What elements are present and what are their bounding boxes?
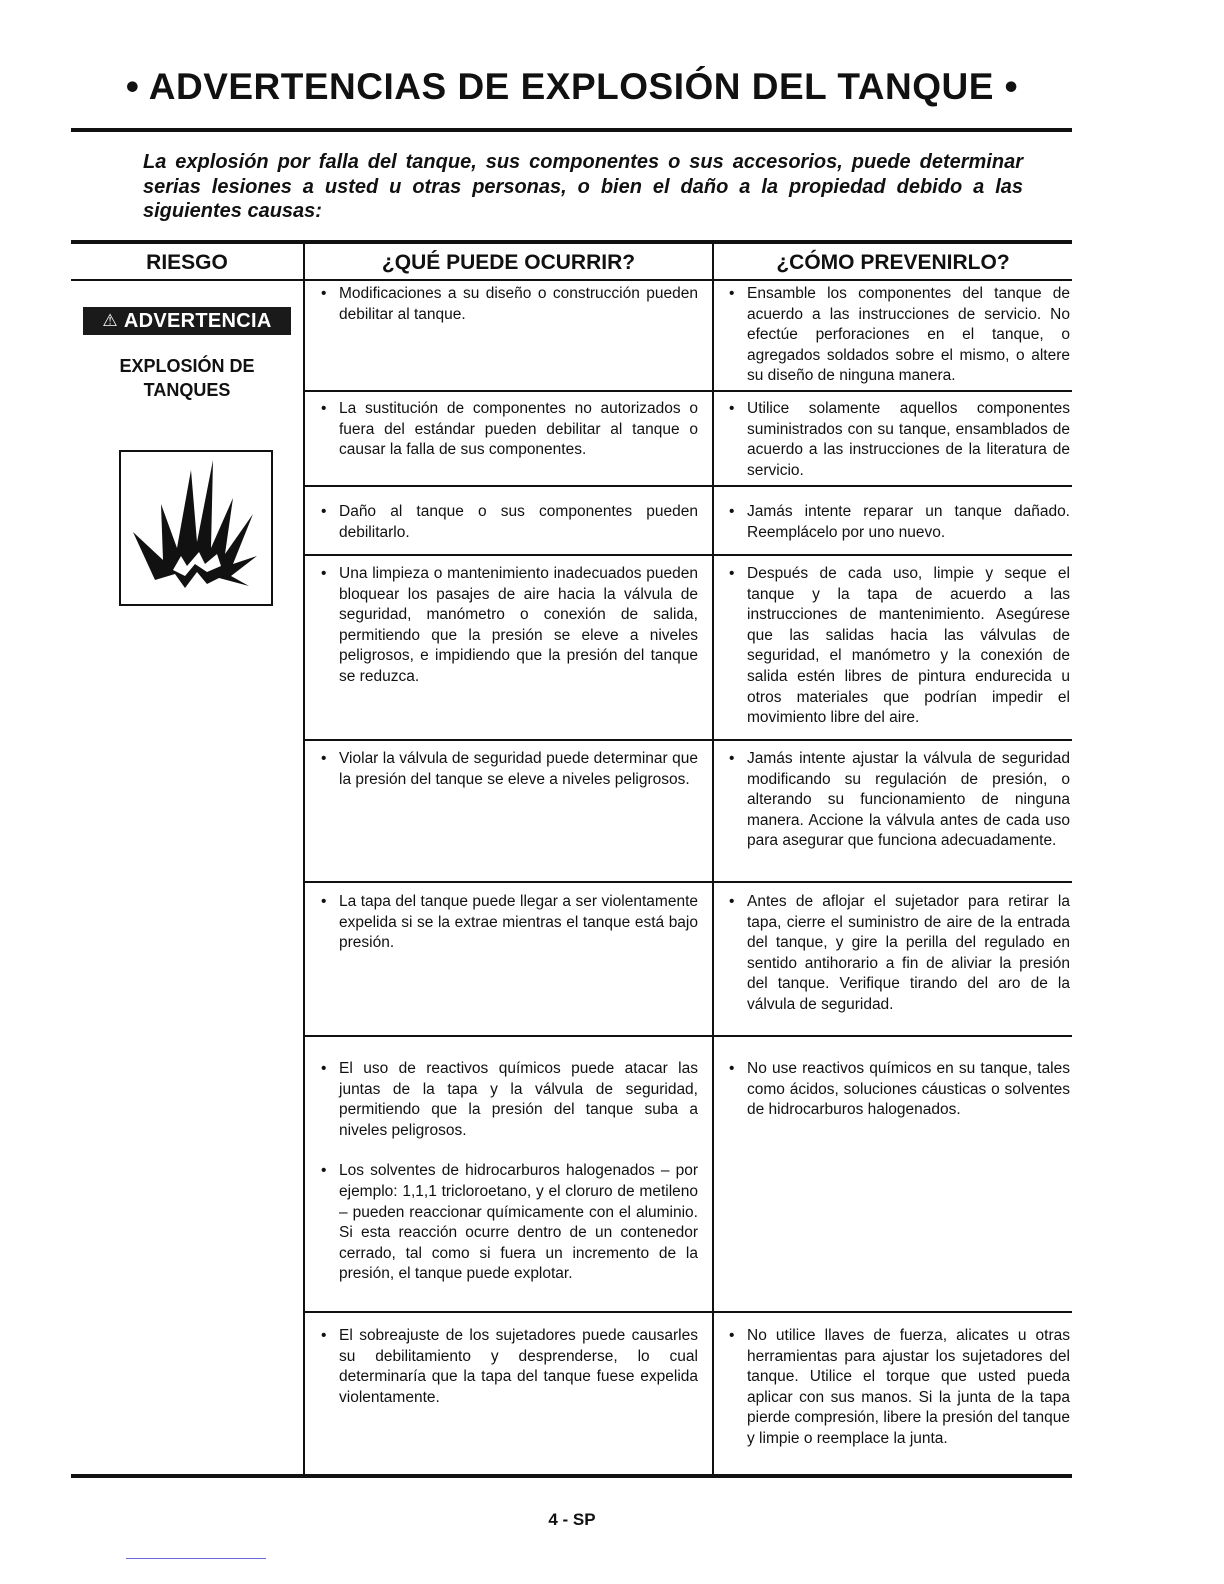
how-cell — [725, 1059, 1070, 1121]
how-item: • Utilice solamente aquellos componentes suministrados con su tanque, ensamblados de acuerdo a las instrucciones de la literatura de servicio. — [725, 399, 1070, 481]
title-rule — [71, 128, 1072, 132]
row-divider — [305, 739, 1072, 741]
row-divider — [305, 1035, 1072, 1037]
how-cell — [725, 502, 1070, 543]
explosion-picture — [119, 450, 273, 606]
row-divider — [305, 554, 1072, 556]
how-item: • Después de cada uso, limpie y seque el tanque y la tapa de acuerdo a las instrucciones de mantenimiento. Asegúrese que las salidas hacia las válvulas de seguridad, el manómetro y la conexión de salida estén libres de pintura endurecida u otros materiales que podrían impedir el movimiento libre del aire. — [725, 564, 1070, 729]
warning-badge-label: ADVERTENCIA — [123, 309, 272, 332]
how-cell — [725, 564, 1070, 729]
what-item: • El sobreajuste de los sujetadores puede causarles su debilitamiento y desprenderse, lo cual determinaría que la tapa del tanque fuese expelida violentamente. — [317, 1326, 698, 1408]
how-item: • Jamás intente reparar un tanque dañado. Reemplácelo por uno nuevo. — [725, 502, 1070, 543]
page-number: 4 - SP — [548, 1510, 596, 1529]
how-item: • No use reactivos químicos en su tanque, tales como ácidos, soluciones cáusticas o solventes de hidrocarburos halogenados. — [725, 1059, 1070, 1121]
intro-paragraph: La explosión por falla del tanque, sus componentes o sus accesorios, puede determinar serias lesiones a usted u otras personas, o bien el daño a la propiedad debido a las siguientes causas: — [143, 151, 1023, 222]
how-cell — [725, 399, 1070, 481]
how-cell — [725, 892, 1070, 1016]
what-cell — [317, 502, 698, 543]
warning-badge — [83, 307, 291, 335]
what-item: • La sustitución de componentes no autorizados o fuera del estándar pueden debilitar al tanque o causar la falla de sus componentes. — [317, 399, 698, 461]
what-cell — [317, 564, 698, 688]
warnings-table — [71, 240, 1072, 1478]
row-divider — [305, 390, 1072, 392]
warning-triangle-icon: ⚠ — [102, 311, 118, 330]
header-what: ¿QUÉ PUEDE OCURRIR? — [381, 251, 636, 274]
how-item: • Jamás intente ajustar la válvula de seguridad modificando su regulación de presión, o alterando su funcionamiento de ninguna manera. Accione la válvula antes de cada uso para asegurar que funciona adecuadamente. — [725, 749, 1070, 852]
what-item: • Violar la válvula de seguridad puede determinar que la presión del tanque se eleve a niveles peligrosos. — [317, 749, 698, 790]
what-item: • Daño al tanque o sus componentes pueden debilitarlo. — [317, 502, 698, 543]
what-item: • La tapa del tanque puede llegar a ser violentamente expelida si se la extrae mientras el tanque está bajo presión. — [317, 892, 698, 954]
header-risk: RIESGO — [146, 251, 228, 274]
what-cell — [317, 1059, 698, 1285]
what-cell — [317, 1326, 698, 1408]
how-cell — [725, 749, 1070, 852]
header-how: ¿CÓMO PREVENIRLO? — [776, 251, 1010, 274]
header-rule — [71, 279, 1072, 281]
page-title: • ADVERTENCIAS DE EXPLOSIÓN DEL TANQUE • — [125, 66, 1019, 107]
column-divider-2 — [712, 244, 714, 1474]
how-item: • Antes de aflojar el sujetador para retirar la tapa, cierre el suministro de aire de la entrada del tanque, y gire la perilla del regulado en sentido antihorario a fin de aliviar la presión del tanque. Verifique tirando del aro de la válvula de seguridad. — [725, 892, 1070, 1016]
column-divider-1 — [303, 244, 305, 1474]
what-cell — [317, 399, 698, 461]
what-item: • El uso de reactivos químicos puede atacar las juntas de la tapa y la válvula de seguridad, permitiendo que la presión del tanque suba a niveles peligrosos. — [317, 1059, 698, 1141]
what-cell — [317, 749, 698, 790]
what-item: • Modificaciones a su diseño o construcción pueden debilitar al tanque. — [317, 284, 698, 325]
how-cell — [725, 284, 1070, 387]
what-cell — [317, 892, 698, 954]
how-item: • Ensamble los componentes del tanque de acuerdo a las instrucciones de servicio. No efectúe perforaciones en el tanque, o agregados soldados sobre el mismo, o altere su diseño de ninguna manera. — [725, 284, 1070, 387]
what-item: • Los solventes de hidrocarburos halogenados – por ejemplo: 1,1,1 tricloroetano, y el cloruro de metileno – pueden reaccionar químicamente con el aluminio. Si esta reacción ocurre dentro de un contenedor cerrado, tal como si fuera un incremento de la presión, el tanque puede explotar. — [317, 1161, 698, 1285]
risk-label: EXPLOSIÓN DE TANQUES — [119, 356, 255, 400]
row-divider — [305, 881, 1072, 883]
footer-link-line — [126, 1558, 266, 1559]
how-cell — [725, 1326, 1070, 1450]
row-divider — [305, 485, 1072, 487]
what-cell — [317, 284, 698, 325]
row-divider — [305, 1311, 1072, 1313]
what-item: • Una limpieza o mantenimiento inadecuados pueden bloquear los pasajes de aire hacia la válvula de seguridad, manómetro o conexión de salida, permitiendo que la presión se eleve a niveles peligrosos, e impidiendo que la presión del tanque se reduzca. — [317, 564, 698, 688]
explosion-icon — [121, 452, 271, 604]
how-item: • No utilice llaves de fuerza, alicates u otras herramientas para ajustar los sujetadores del tanque. Utilice el torque que usted pueda aplicar con sus manos. Si la junta de la tapa pierde compresión, libere la presión del tanque y limpie o reemplace la junta. — [725, 1326, 1070, 1450]
